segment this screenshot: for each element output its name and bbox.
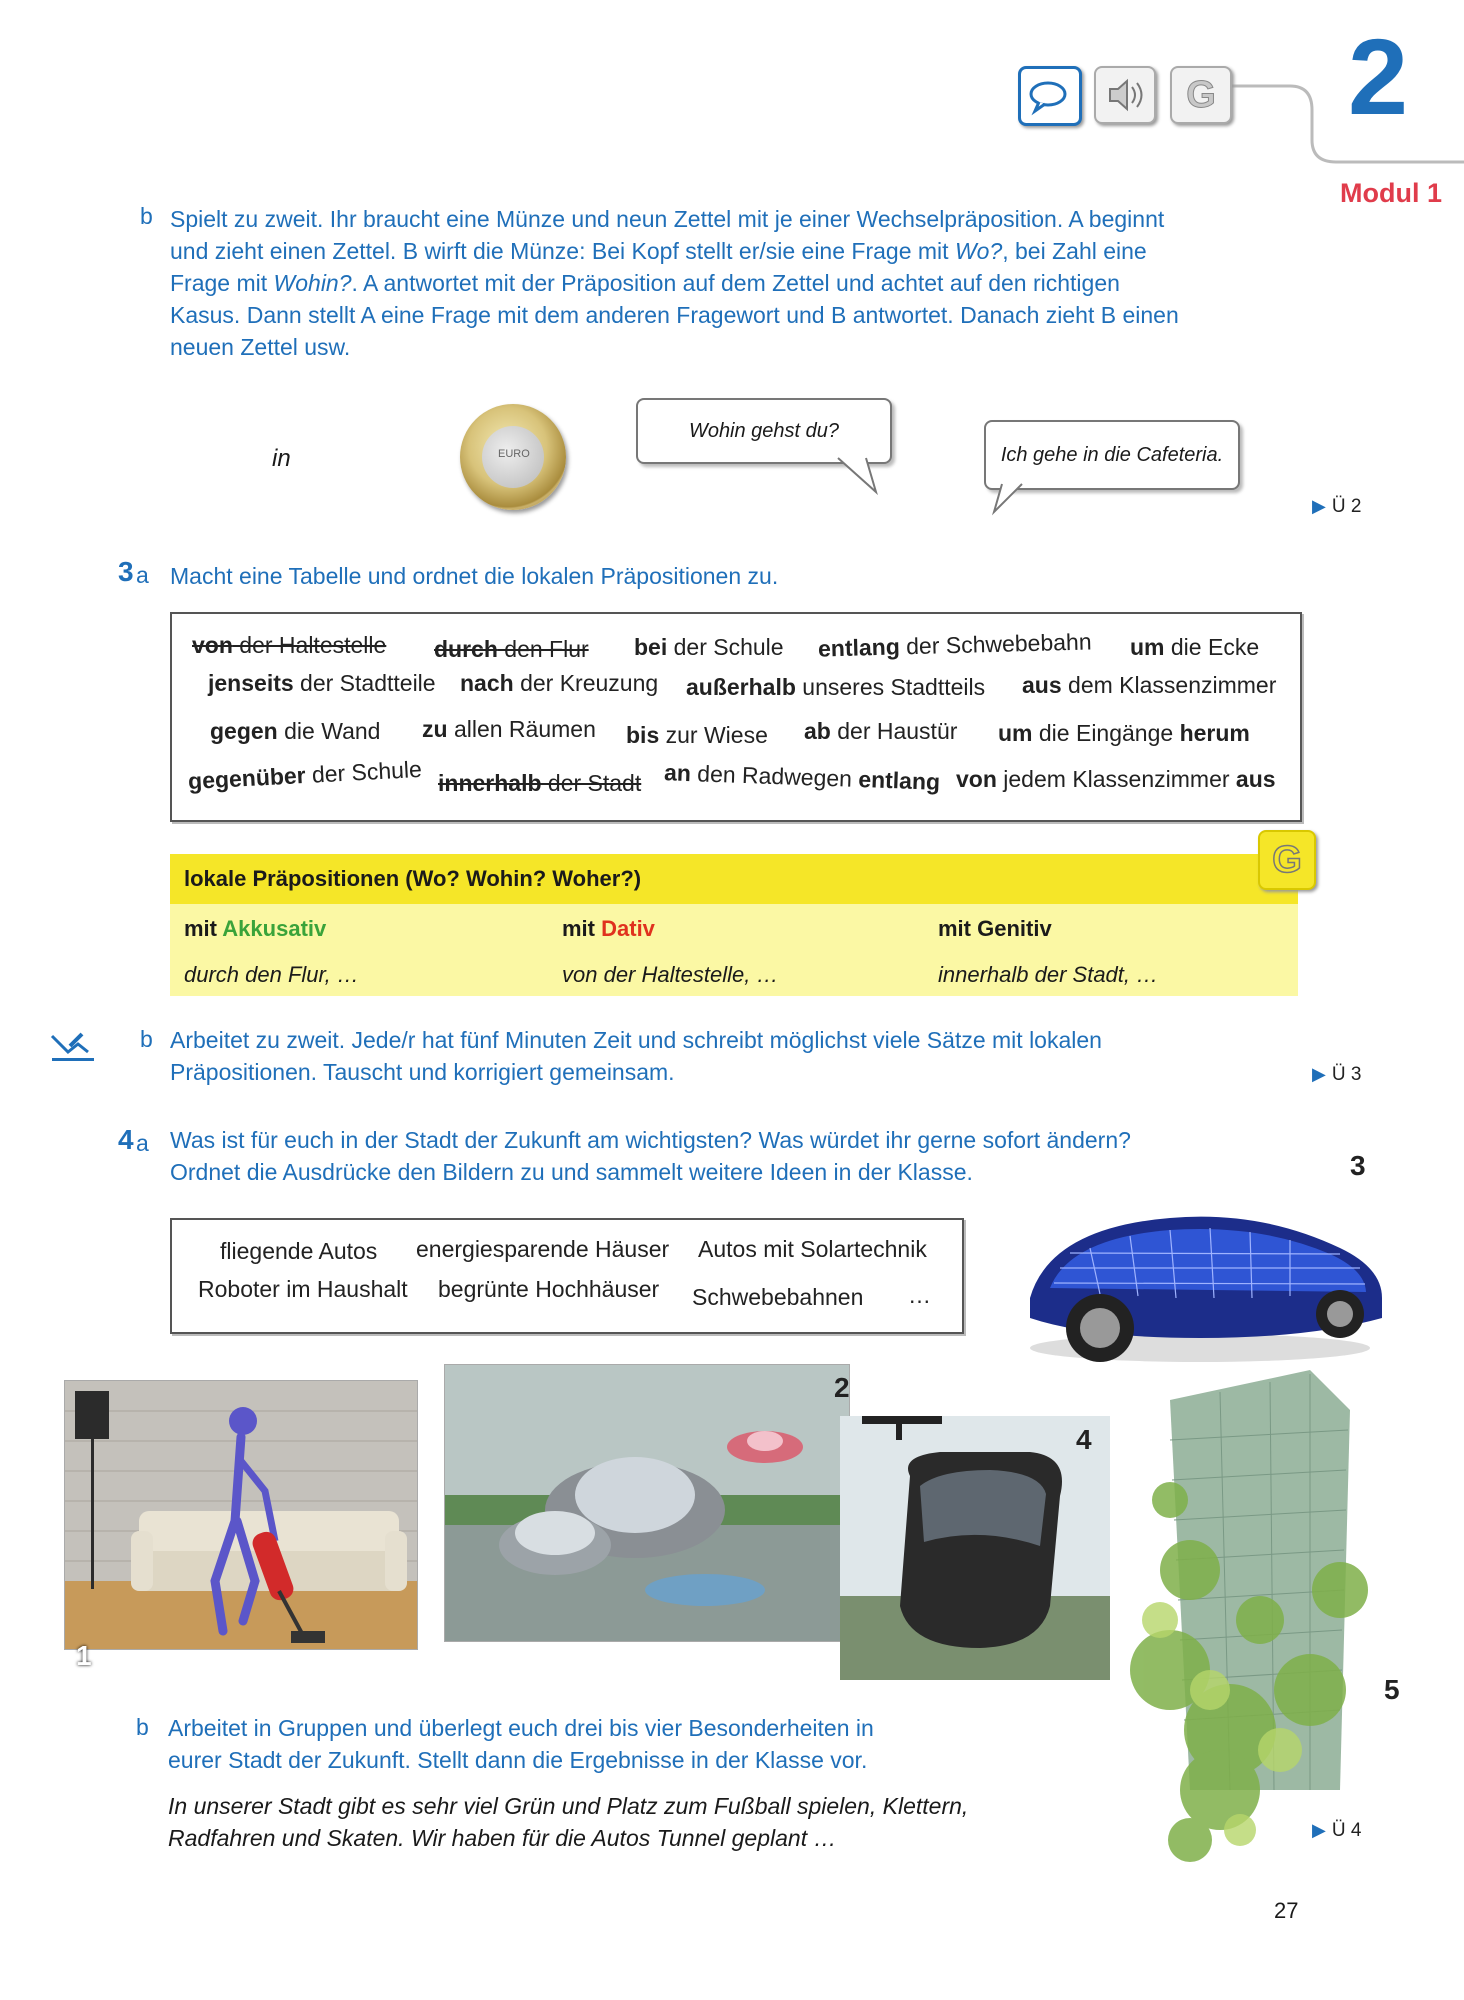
word-entlang-der-schwebebahn: entlang der Schwebebahn bbox=[817, 628, 1092, 662]
speech-bubble-question bbox=[636, 398, 892, 464]
task3-number: 3 bbox=[118, 556, 134, 587]
speaker-icon bbox=[1094, 66, 1156, 124]
task2b-line-2: und zieht einen Zettel. B wirft die Münze: Bei Kopf stellt er/sie eine Frage mit Wo?, bei Zahl eine bbox=[170, 238, 1147, 264]
monorail-image bbox=[840, 1416, 1110, 1680]
col-genitiv-header: mit Genitiv bbox=[938, 916, 1052, 941]
word-zu-allen-raeumen: zu allen Räumen bbox=[422, 716, 596, 742]
image-number-4: 4 bbox=[1076, 1424, 1092, 1455]
task4a-letter: a bbox=[136, 1130, 149, 1156]
speech-bubble-icon bbox=[1018, 66, 1082, 126]
green-skyscraper-image bbox=[1110, 1370, 1384, 1890]
task4a-line-1: Was ist für euch in der Stadt der Zukunft am wichtigsten? Was würdet ihr gerne sofort ändern? bbox=[170, 1127, 1131, 1153]
word-jenseits-der-stadtteile: jenseits der Stadtteile bbox=[208, 670, 436, 696]
task4a-instructions bbox=[170, 1124, 1131, 1188]
word-gegen-die-wand: gegen die Wand bbox=[210, 718, 381, 744]
task2b-line-3: Frage mit Wohin?. A antwortet mit der Präposition auf dem Zettel und achtet auf den richtigen bbox=[170, 270, 1120, 296]
expression-autos-mit-solartechnik: Autos mit Solartechnik bbox=[698, 1236, 927, 1262]
task3b-line-1: Arbeitet zu zweit. Jede/r hat fünf Minuten Zeit und schreibt möglichst viele Sätze mit lokalen bbox=[170, 1027, 1102, 1053]
task4a-line-2: Ordnet die Ausdrücke den Bildern zu und sammelt weitere Ideen in der Klasse. bbox=[170, 1159, 973, 1185]
euro-coin bbox=[460, 404, 566, 510]
word-um-die-ecke: um die Ecke bbox=[1130, 634, 1260, 660]
word-von-jedem-klassenzimmer-aus: von jedem Klassenzimmer aus bbox=[956, 766, 1276, 792]
task4b-line-2: eurer Stadt der Zukunft. Stellt dann die Ergebnisse in der Klasse vor. bbox=[168, 1747, 868, 1773]
word-durch-den-flur: durch den Flur bbox=[434, 636, 589, 662]
header bbox=[0, 0, 1464, 208]
word-von-der-haltestelle: von der Haltestelle bbox=[192, 632, 387, 658]
domed-houses-flying-car-image bbox=[444, 1364, 850, 1642]
word-ausserhalb-unseres-stadtteils: außerhalb unseres Stadtteils bbox=[686, 674, 986, 700]
writing-hand-icon bbox=[48, 1030, 98, 1064]
word-gegenueber-der-schule: gegenüber der Schule bbox=[187, 755, 423, 795]
image-number-1: 1 bbox=[76, 1640, 92, 1671]
exercise-ref-u4[interactable]: ▶ Ü 4 bbox=[1312, 1820, 1362, 1841]
col-genitiv-example: innerhalb der Stadt, … bbox=[938, 962, 1159, 987]
task3a-letter: a bbox=[136, 562, 149, 588]
image-number-2: 2 bbox=[834, 1372, 850, 1403]
exercise-ref-u2[interactable]: ▶ Ü 2 bbox=[1312, 496, 1362, 517]
robot-vacuuming-image bbox=[64, 1380, 418, 1650]
word-um-die-eingaenge-herum: um die Eingänge herum bbox=[998, 720, 1250, 746]
task4b-line-1: Arbeitet in Gruppen und überlegt euch drei bis vier Besonderheiten in bbox=[168, 1715, 874, 1741]
task4b-letter: b bbox=[136, 1714, 149, 1740]
word-bei-der-schule: bei der Schule bbox=[634, 634, 784, 660]
solar-car-image bbox=[1010, 1188, 1390, 1368]
preposition-word-box bbox=[170, 612, 1302, 822]
expression-roboter-im-haushalt: Roboter im Haushalt bbox=[198, 1276, 408, 1302]
word-bis-zur-wiese: bis zur Wiese bbox=[626, 722, 768, 748]
page-number: 27 bbox=[1274, 1898, 1299, 1923]
expression-begruente-hochhaeuser: begrünte Hochhäuser bbox=[438, 1276, 660, 1302]
task2b-line-4: Kasus. Dann stellt A eine Frage mit dem anderen Fragewort und B antwortet. Danach zieht B einen bbox=[170, 302, 1179, 328]
exercise-ref-u3[interactable]: ▶ Ü 3 bbox=[1312, 1064, 1362, 1085]
task3b-instructions bbox=[170, 1024, 1102, 1088]
grammar-table-title: lokale Präpositionen (Wo? Wohin? Woher?) bbox=[184, 866, 642, 891]
task2b-line-5: neuen Zettel usw. bbox=[170, 334, 351, 360]
triangle-icon: ▶ bbox=[1312, 1064, 1326, 1084]
word-innerhalb-der-stadt: innerhalb der Stadt bbox=[438, 770, 642, 796]
word-an-den-radwegen-entlang: an den Radwegen entlang bbox=[663, 759, 941, 795]
grammar-badge-letter: G bbox=[1272, 838, 1302, 881]
word-ab-der-haustuer: ab der Haustür bbox=[804, 718, 958, 744]
col-dativ-example: von der Haltestelle, … bbox=[562, 962, 779, 987]
grammar-badge-icon bbox=[1258, 830, 1316, 890]
grammar-g-icon bbox=[1170, 66, 1232, 124]
col-akkusativ-header: mit Akkusativ bbox=[184, 916, 327, 941]
grammar-table-header bbox=[170, 854, 1298, 904]
task4b-example bbox=[168, 1790, 968, 1854]
triangle-icon: ▶ bbox=[1312, 496, 1326, 516]
col-dativ-header: mit Dativ bbox=[562, 916, 655, 941]
coin-text: EURO bbox=[498, 448, 530, 460]
word-nach-der-kreuzung: nach der Kreuzung bbox=[460, 670, 659, 696]
task3a-instructions: Macht eine Tabelle und ordnet die lokalen Präpositionen zu. bbox=[170, 563, 779, 589]
grammar-table bbox=[170, 854, 1298, 996]
grammar-g-letter: G bbox=[1186, 73, 1216, 116]
task4b-instructions bbox=[168, 1712, 874, 1776]
task3b-line-2: Präpositionen. Tauscht und korrigiert gemeinsam. bbox=[170, 1059, 675, 1085]
image-number-3: 3 bbox=[1350, 1150, 1366, 1181]
bubble-question-tail bbox=[836, 456, 886, 496]
task4b-example-line-1: In unserer Stadt gibt es sehr viel Grün und Platz zum Fußball spielen, Klettern, bbox=[168, 1793, 969, 1819]
slip-word: in bbox=[272, 445, 291, 472]
expressions-box bbox=[170, 1218, 964, 1334]
task2b-letter: b bbox=[140, 203, 153, 229]
task2b-line-1: Spielt zu zweit. Ihr braucht eine Münze und neun Zettel mit je einer Wechselpräposition. A beginnt bbox=[170, 206, 1165, 232]
bubble-answer-text: Ich gehe in die Cafeteria. bbox=[1000, 443, 1224, 466]
task4-number: 4 bbox=[118, 1124, 134, 1155]
unit-number: 2 bbox=[1348, 16, 1409, 137]
expression-schwebebahnen: Schwebebahnen bbox=[692, 1284, 864, 1310]
col-akkusativ-example: durch den Flur, … bbox=[184, 962, 359, 987]
speech-bubble-answer bbox=[984, 420, 1240, 490]
expression-fliegende-autos: fliegende Autos bbox=[220, 1238, 378, 1264]
task2b-instructions bbox=[170, 203, 1300, 363]
bubble-answer-tail bbox=[988, 482, 1038, 518]
module-label: Modul 1 bbox=[1340, 178, 1442, 208]
image-number-5: 5 bbox=[1384, 1674, 1400, 1705]
bubble-question-text: Wohin gehst du? bbox=[688, 419, 840, 442]
expression-ellipsis: … bbox=[908, 1282, 931, 1308]
task4b-example-line-2: Radfahren und Skaten. Wir haben für die Autos Tunnel geplant … bbox=[168, 1825, 837, 1851]
expression-energiesparende-haeuser: energiesparende Häuser bbox=[416, 1236, 670, 1262]
word-aus-dem-klassenzimmer: aus dem Klassenzimmer bbox=[1022, 672, 1277, 698]
task3b-letter: b bbox=[140, 1026, 153, 1052]
triangle-icon: ▶ bbox=[1312, 1820, 1326, 1840]
